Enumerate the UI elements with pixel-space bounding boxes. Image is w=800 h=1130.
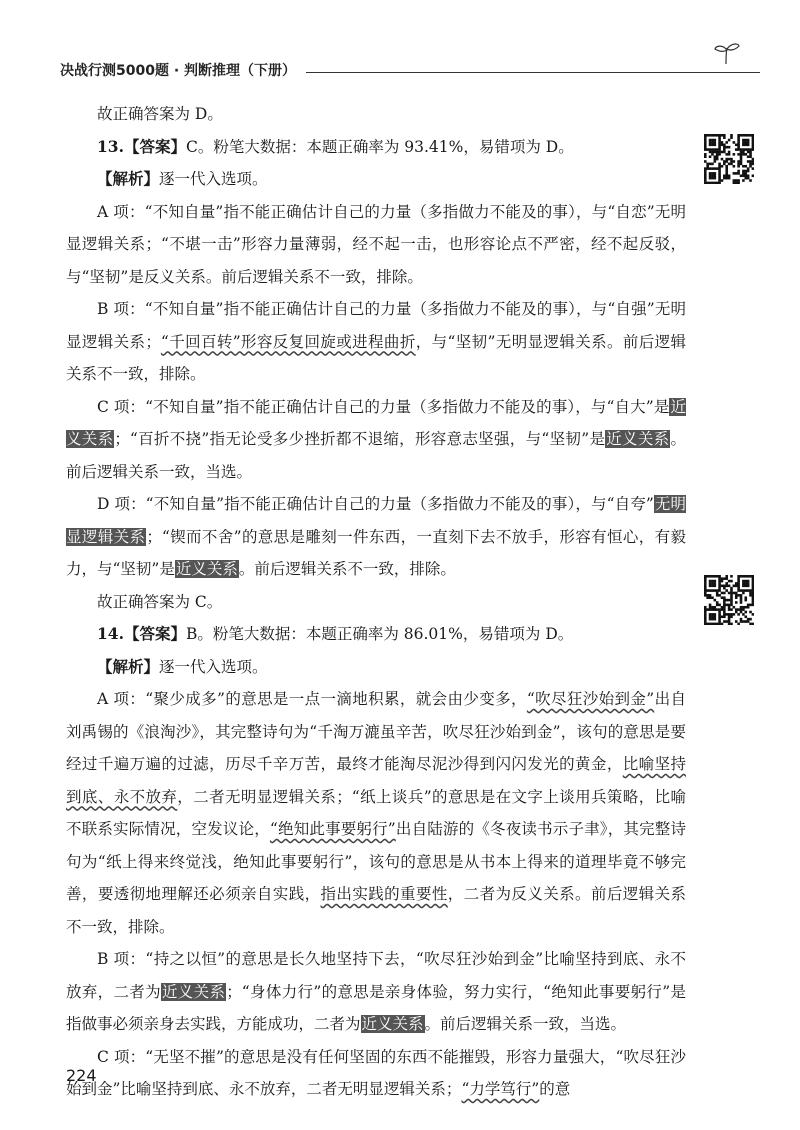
label-tag: 14.【答案】 [97, 624, 186, 643]
paragraph [66, 943, 686, 1041]
label-tag: 13.【答案】 [97, 136, 186, 156]
book-title: 决战行测5000题 · 判断推理（下册） [60, 63, 297, 79]
text-run: C。粉笔大数据：本题正确率为 93.41%，易错项为 D。 [185, 137, 574, 156]
paragraph [66, 163, 686, 196]
text-run: C 项：“不知自量”指不能正确估计自己的力量（多指做力不能及的事），与“自大”是 [97, 397, 670, 416]
text-run: ，二者为反义关系。前后逻辑关系不一致，排除。 [66, 885, 686, 936]
header-rule [306, 72, 760, 73]
text-run: 。前后逻辑关系不一致，排除。 [238, 560, 456, 578]
label-tag: 【解析】 [97, 169, 160, 188]
paragraph [66, 98, 686, 131]
paragraph [66, 618, 686, 651]
text-run: B 项：“不知自量”指不能正确估计自己的力量（多指做力不能及的事），与“自强”无明显逻辑关系； [66, 300, 686, 351]
underlined-phrase: “绝知此事要躬行” [269, 820, 396, 838]
text-run: 故正确答案为 C。 [97, 592, 223, 611]
qr-code-icon[interactable] [704, 134, 754, 184]
highlighted-term: 无明显逻辑关系 [66, 495, 686, 546]
text-run: 出自刘禹锡的《浪淘沙》，其完整诗句为“千淘万漉虽辛苦，吹尽狂沙始到金”，该句的意思是要经过千遍万遍的过滤，历尽千辛万苦，最终才能淘尽泥沙得到闪闪发光的黄金， [66, 690, 686, 773]
underlined-phrase: “吹尽狂沙始到金” [526, 690, 655, 708]
text-run: ，二者无明显逻辑关系；“纸上谈兵”的意思是在文字上谈用兵策略，比喻不联系实际情况，空发议论， [66, 787, 686, 838]
underlined-phrase: 指出实践的重要性 [320, 885, 448, 903]
text-run: B。粉笔大数据：本题正确率为 86.01%，易错项为 D。 [185, 625, 574, 643]
text-run: ；“身体力行”的意思是亲身体验，努力实行，“绝知此事要躬行”是指做事必须亲身去实践，方能成功，二者为 [66, 982, 686, 1033]
page-number: 224 [66, 1066, 97, 1085]
text-run: ；“百折不挠”指无论受多少挫折都不退缩，形容意志坚强，与“坚韧”是 [114, 430, 606, 448]
qr-code-icon[interactable] [704, 575, 754, 625]
running-header [60, 58, 760, 82]
paragraph [66, 196, 686, 294]
paragraph [66, 586, 686, 619]
paragraph [66, 391, 686, 489]
highlighted-term: 近义关系 [606, 430, 670, 448]
text-run: 的意 [539, 1080, 571, 1098]
highlighted-term: 近义关系 [361, 1015, 424, 1033]
label-tag: 【解析】 [97, 656, 160, 676]
text-run: A 项：“不知自量”指不能正确估计自己的力量（多指做力不能及的事），与“自恋”无明显逻辑关系；“不堪一击”形容力量薄弱，经不起一击，也形容论点不严密，经不起反驳，与“坚韧”是反义关系。前后逻辑关系不一致，排除。 [66, 202, 686, 286]
text-run: 故正确答案为 D。 [97, 105, 223, 123]
text-run: ；“锲而不舍”的意思是雕刻一件东西，一直刻下去不放手，形容有恒心，有毅力，与“坚韧”是 [66, 527, 686, 578]
highlighted-term: 近义关系 [161, 982, 226, 1001]
text-run: 逐一代入选项。 [159, 170, 268, 188]
underlined-phrase: “千回百转”形容反复回旋或进程曲折 [160, 332, 416, 351]
highlighted-term: 近义关系 [66, 397, 686, 448]
highlighted-term: 近义关系 [175, 560, 238, 578]
text-run: 出自陆游的《冬夜读书示子聿》，其完整诗句为“纸上得来终觉浅，绝知此事要躬行”，该句的意思是从书本上得来的道理毕竟不够完善，要透彻地理解还必须亲自实践， [66, 820, 686, 903]
text-run: 逐一代入选项。 [159, 657, 268, 676]
text-run: ，与“坚韧”无明显逻辑关系。前后逻辑关系不一致，排除。 [66, 332, 686, 383]
paragraph [66, 683, 686, 943]
paragraph [66, 1041, 686, 1106]
underlined-phrase: 比喻坚持到底、永不放弃 [66, 755, 686, 806]
text-run: 。前后逻辑关系一致，当选。 [66, 430, 686, 481]
paragraph [66, 293, 686, 391]
text-run: C 项：“无坚不摧”的意思是没有任何坚固的东西不能摧毁，形容力量强大，“吹尽狂沙始到金”比喻坚持到底、永不放弃，二者无明显逻辑关系； [66, 1047, 686, 1098]
answer-explanations [66, 98, 686, 1106]
paragraph [66, 488, 686, 586]
sprout-icon [712, 40, 742, 66]
underlined-phrase: “力学笃行” [461, 1080, 540, 1098]
paragraph [66, 131, 686, 164]
text-run: B 项：“持之以恒”的意思是长久地坚持下去，“吹尽狂沙始到金”比喻坚持到底、永不放弃，二者为 [66, 950, 686, 1001]
paragraph [66, 651, 686, 684]
text-run: 。前后逻辑关系一致，当选。 [424, 1015, 627, 1033]
text-run: A 项：“聚少成多”的意思是一点一滴地积累，就会由少变多， [97, 690, 527, 708]
text-run: D 项：“不知自量”指不能正确估计自己的力量（多指做力不能及的事），与“自夸” [97, 495, 654, 513]
